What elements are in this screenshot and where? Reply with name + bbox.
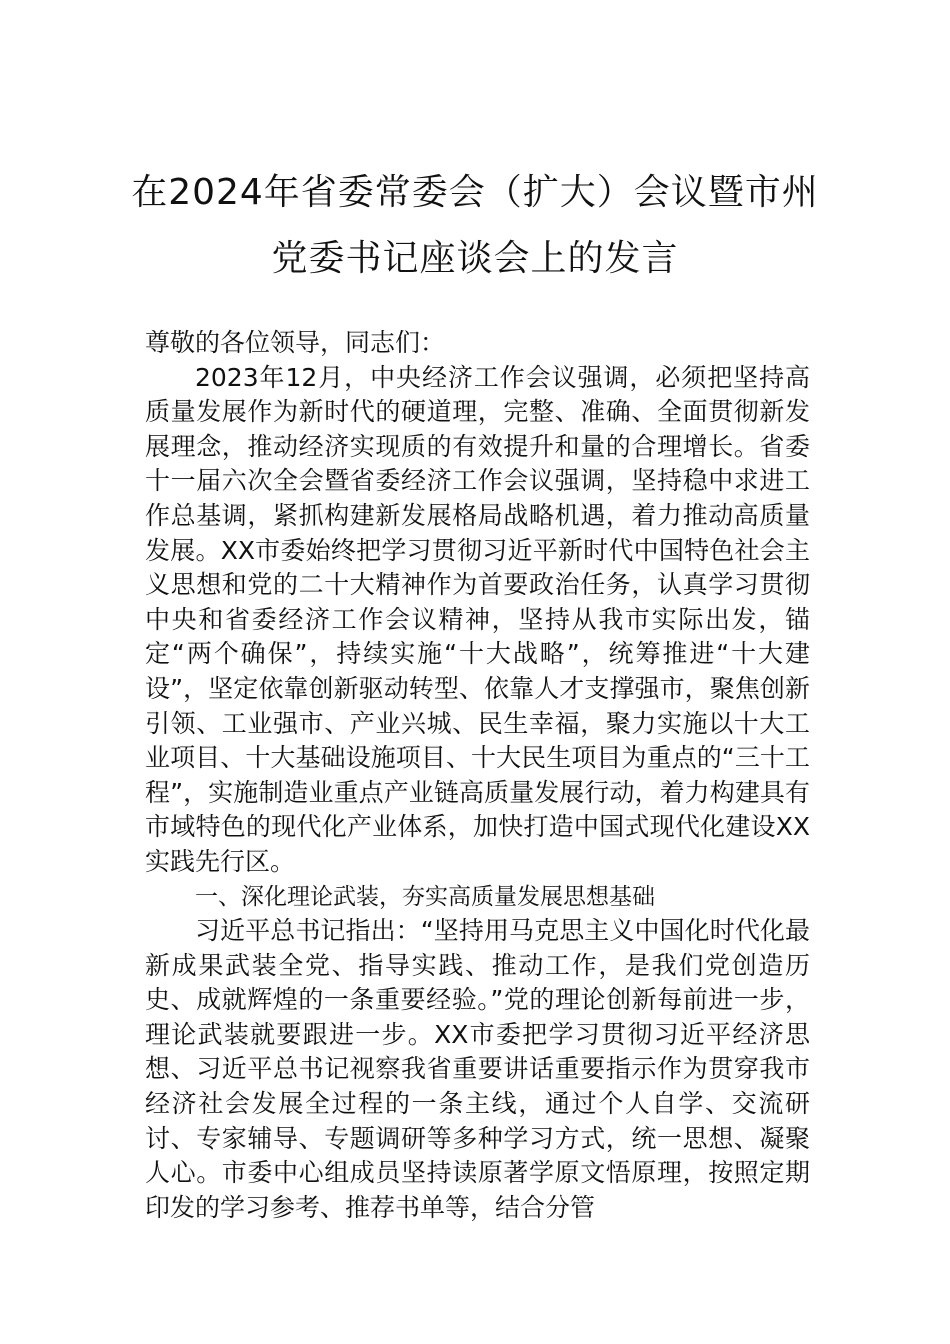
section-heading-1: 一、深化理论武装，夯实高质量发展思想基础 <box>195 883 655 910</box>
title-line-2: 党委书记座谈会上的发言 <box>271 238 679 279</box>
salutation: 尊敬的各位领导，同志们： <box>145 328 446 357</box>
document-title <box>120 160 830 292</box>
paragraph-intro: 2023年12月，中央经济工作会议强调，必须把坚持高质量发展作为新时代的硬道理，完整、准确、全面贯彻新发展理念，推动经济实现质的有效提升和量的合理增长。省委十一届六次全会暨省委经济工作会议强调，坚持稳中求进工作总基调，紧抓构建新发展格局战略机遇，着力推动高质量发展。XX市委始终把学习贯彻习近平新时代中国特色社会主义思想和党的二十大精神作为首要政治任务，认真学习贯彻中央和省委经济工作会议精神，坚持从我市实际出发，锚定“两个确保”，持续实施“十大战略”，统筹推进“十大建设”，坚定依靠创新驱动转型、依靠人才支撑强市，聚焦创新引领、工业强市、产业兴城、民生幸福，聚力实施以十大工业项目、十大基础设施项目、十大民生项目为重点的“三十工程”，实施制造业重点产业链高质量发展行动，着力构建具有市域特色的现代化产业体系，加快打造中国式现代化建设XX实践先行区。 <box>145 362 810 876</box>
title-line-1: 在2024年省委常委会（扩大）会议暨市州 <box>131 172 819 213</box>
document-body <box>145 326 810 1225</box>
paragraph-section-1: 习近平总书记指出：“坚持用马克思主义中国化时代化最新成果武装全党、指导实践、推动工作，是我们党创造历史、成就辉煌的一条重要经验。”党的理论创新每前进一步，理论武装就要跟进一步。XX市委把学习贯彻习近平经济思想、习近平总书记视察我省重要讲话重要指示作为贯穿我市经济社会发展全过程的一条主线，通过个人自学、交流研讨、专家辅导、专题调研等多种学习方式，统一思想、凝聚人心。市委中心组成员坚持读原著学原文悟原理，按照定期印发的学习参考、推荐书单等，结合分管 <box>145 916 810 1222</box>
